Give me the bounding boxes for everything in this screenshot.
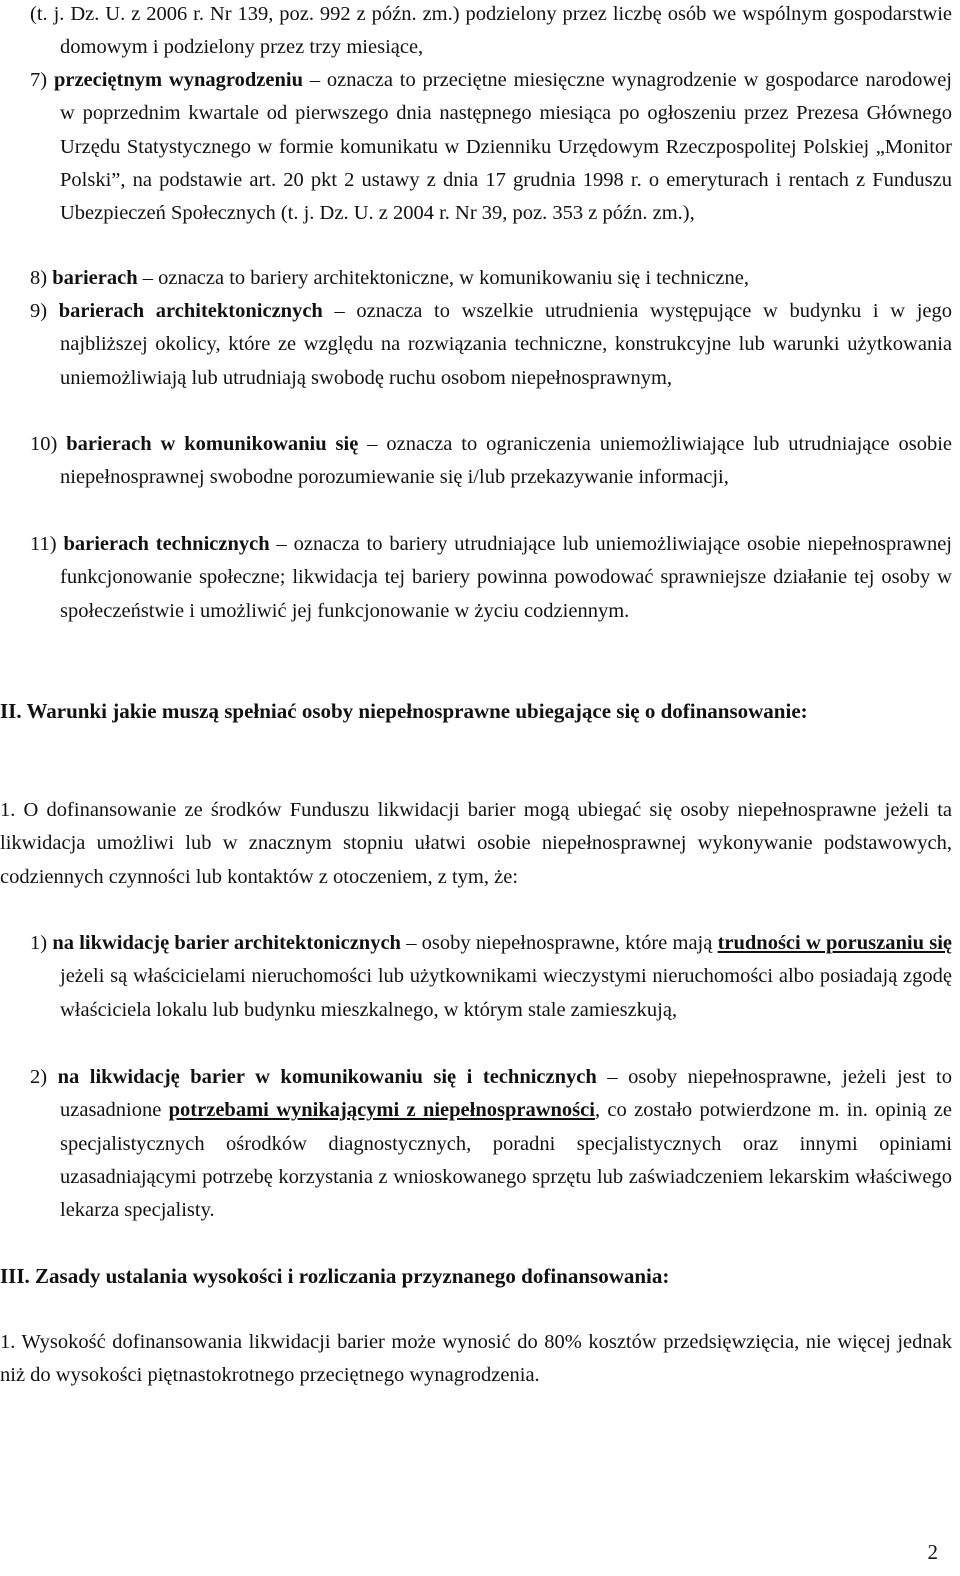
definition-number: 7) xyxy=(30,69,48,91)
definition-term: barierach w komunikowaniu się xyxy=(66,433,359,455)
item-text: , co zostało potwierdzone m. in. opinią ze specjalistycznych ośrodków diagnostycznych, poradni specjalistycznych oraz innymi opiniami uzasadniającymi potrzebę korzystania z wnioskowanego sprzętu lub zaświadczeniem lekarskim właściwego lekarza specjalisty. xyxy=(60,1099,952,1222)
item-text: – osoby niepełnosprawne, jeżeli jest to uzasadnione xyxy=(60,1066,953,1122)
item-text: – osoby niepełnosprawne, które mają xyxy=(400,932,718,954)
definition-text: – oznacza to wszelkie utrudnienia występujące w budynku i w jego najbliższej okolicy, które ze względu na rozwiązania techniczne, konstrukcyjne lub warunki użytkowania uniemożliwiają lub utrudniają swobodę ruchu osobom niepełnosprawnym, xyxy=(60,300,952,389)
definition-term: barierach xyxy=(52,267,138,289)
item-text: jeżeli są właścicielami nieruchomości lub użytkownikami wieczystymi nieruchomości albo posiadają zgodę właściciela lokalu lub budynku mieszkalnego, w którym stale zamieszkują, xyxy=(60,965,952,1021)
page-number: 2 xyxy=(927,1540,938,1564)
definition-text: – oznacza to przeciętne miesięczne wynagrodzenie w gospodarce narodowej w poprzednim kwartale od pierwszego dnia następnego miesiąca po ogłoszeniu przez Prezesa Głównego Urzędu Statystycznego w formie komunikatu w Dzienniku Urzędowym Rzeczpospolitej Polskiej „Monitor Polski”, na podstawie art. 20 pkt 2 ustawy z dnia 17 grudnia 1998 r. o emeryturach i rentach z Funduszu Ubezpieczeń Społecznych (t. j. Dz. U. z 2004 r. Nr 39, poz. 353 z późn. zm.), xyxy=(60,69,952,225)
section-ii-paragraph-1: 1. O dofinansowanie ze środków Funduszu likwidacji barier mogą ubiegać się osoby niepełnosprawne jeżeli ta likwidacja umożliwi lub w znacznym stopniu ułatwi osobie niepełnosprawnej wykonywanie podstawowych, codziennych czynności lub kontaktów z otoczeniem, z tym, że: xyxy=(0,799,952,888)
definition-10 xyxy=(30,428,952,495)
item-bold-text: na likwidację barier w komunikowaniu się i technicznych xyxy=(57,1066,597,1088)
paragraph-continuation xyxy=(30,0,952,65)
definition-number: 11) xyxy=(30,533,57,555)
item-underlined-text: trudności w poruszaniu się xyxy=(717,932,952,954)
item-bold-text: na likwidację barier architektonicznych xyxy=(52,932,401,954)
definition-9 xyxy=(30,295,952,395)
definition-term: barierach technicznych xyxy=(63,533,270,555)
definition-text: – oznacza to bariery architektoniczne, w komunikowaniu się i techniczne, xyxy=(137,267,749,289)
definition-7 xyxy=(30,64,952,230)
definition-term: przeciętnym wynagrodzeniu xyxy=(53,69,303,91)
item-number: 1) xyxy=(30,932,48,954)
section-ii-item-2 xyxy=(30,1061,952,1227)
section-heading-iii: III. Zasady ustalania wysokości i rozliczania przyznanego dofinansowania: xyxy=(0,1264,670,1288)
section-heading-ii: II. Warunki jakie muszą spełniać osoby niepełnosprawne ubiegające się o dofinansowanie: xyxy=(0,699,808,723)
item-underlined-text: potrzebami wynikającymi z niepełnosprawności xyxy=(168,1099,595,1122)
definition-text: – oznacza to bariery utrudniające lub uniemożliwiające osobie niepełnosprawnej funkcjonowanie społeczne; likwidacja tej bariery powinna powodować sprawniejsze działanie tej osoby w społeczeństwie i umożliwić jej funkcjonowanie w życiu codziennym. xyxy=(60,533,953,622)
section-iii-paragraph-1: 1. Wysokość dofinansowania likwidacji barier może wynosić do 80% kosztów przedsięwzięcia, nie więcej jednak niż do wysokości piętnastokrotnego przeciętnego wynagrodzenia. xyxy=(0,1331,952,1387)
item-number: 2) xyxy=(30,1066,48,1088)
definition-term: barierach architektonicznych xyxy=(58,300,323,322)
definition-text: – oznacza to ograniczenia uniemożliwiające lub utrudniające osobie niepełnosprawnej swobodne porozumiewanie się i/lub przekazywanie informacji, xyxy=(60,433,953,489)
definition-number: 8) xyxy=(30,267,48,289)
paragraph-text: (t. j. Dz. U. z 2006 r. Nr 139, poz. 992 z późn. zm.) podzielony przez liczbę osób we wspólnym gospodarstwie domowym i podzielony przez trzy miesiące, xyxy=(30,3,952,59)
definition-8 xyxy=(30,262,952,295)
definition-11 xyxy=(30,528,952,628)
section-ii-item-1 xyxy=(30,927,952,1027)
definition-number: 10) xyxy=(30,433,58,455)
definition-number: 9) xyxy=(30,300,48,322)
